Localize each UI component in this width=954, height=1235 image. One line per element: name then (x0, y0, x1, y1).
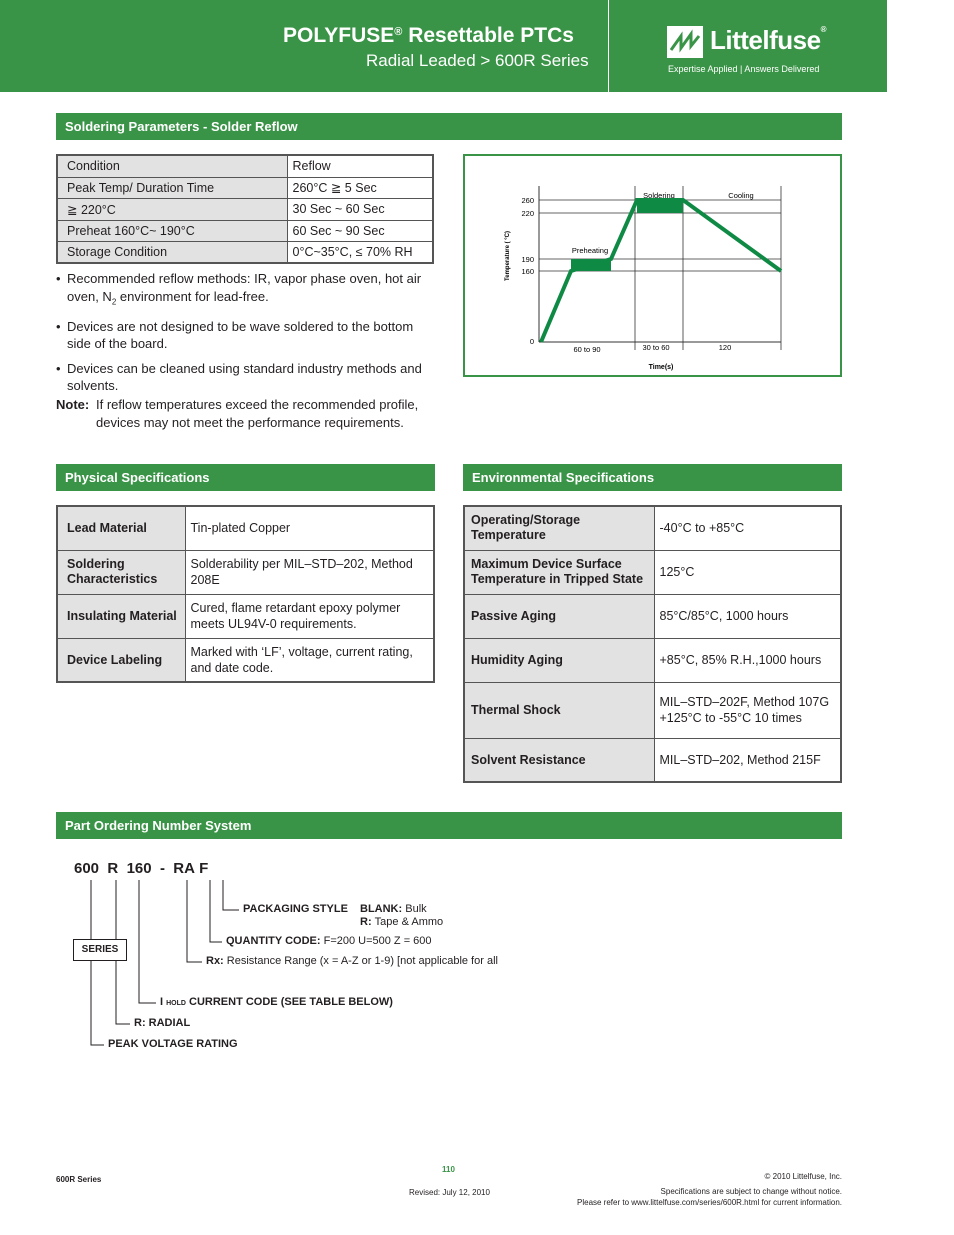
logo-tagline: Expertise Applied | Answers Delivered (668, 64, 820, 74)
resistance-range: Rx: Resistance Range (x = A-Z or 1-9) [not applicable for all (206, 955, 498, 967)
soldering-heading: Soldering Parameters - Solder Reflow (56, 113, 842, 140)
environmental-label: Passive Aging (464, 594, 654, 638)
bullet-item: • Devices are not designed to be wave soldered to the bottom side of the board. (56, 318, 414, 352)
environmental-value: 85°C/85°C, 1000 hours (654, 594, 841, 638)
page-subtitle: Radial Leaded > 600R Series (366, 51, 589, 70)
soldering-value: 260°C ≧ 5 Sec (287, 177, 433, 198)
physical-label: Soldering Characteristics (57, 550, 185, 594)
footer-refer: Please refer to www.littelfuse.com/series/600R.html for current information. (577, 1198, 842, 1207)
environmental-label: Humidity Aging (464, 638, 654, 682)
x-segment-label: 60 to 90 (573, 345, 601, 354)
y-axis-label: Temperature ( °C) (505, 231, 511, 281)
soldering-value: Reflow (287, 155, 433, 177)
physical-value: Marked with ‘LF’, voltage, current rating, and date code. (185, 638, 434, 682)
packaging-blank: BLANK: Bulk (360, 903, 427, 915)
littelfuse-logo-text: Littelfuse® (710, 25, 826, 55)
physical-value: Cured, flame retardant epoxy polymer meets UL94V-0 requirements. (185, 594, 434, 638)
physical-value: Solderability per MIL–STD–202, Method 208E (185, 550, 434, 594)
soldering-label: Peak Temp/ Duration Time (57, 177, 287, 198)
bullet-item: • Recommended reflow methods: IR, vapor phase oven, hot air oven, $N_2$ environment for lead-free. (56, 271, 422, 307)
note-text: If reflow temperatures exceed the recommended profile, devices may not meet the performance requirements. (96, 397, 419, 430)
soldering-value: 60 Sec ~ 90 Sec (287, 220, 433, 241)
y-tick-label: 0 (529, 337, 534, 346)
environmental-heading: Environmental Specifications (463, 464, 842, 491)
footer-copyright: © 2010 Littelfuse, Inc. (764, 1172, 842, 1181)
soldering-label: Storage Condition (57, 241, 287, 263)
page-title: POLYFUSE® Resettable PTCs (283, 24, 574, 47)
y-tick-label: 260 (521, 196, 534, 205)
page-number: 110 (442, 1165, 455, 1174)
environmental-label: Thermal Shock (464, 682, 654, 738)
ordering-heading: Part Ordering Number System (56, 812, 842, 839)
x-segment-label: 120 (718, 343, 732, 352)
y-tick-label: 160 (521, 267, 534, 276)
footer-spec-notice: Specifications are subject to change without notice. (660, 1187, 842, 1196)
zone-label: Preheating (571, 246, 609, 255)
zone-label: Soldering (643, 191, 675, 200)
packaging-style-label: PACKAGING STYLE (243, 903, 348, 915)
environmental-value: 125°C (654, 550, 841, 594)
physical-label: Lead Material (57, 506, 185, 550)
x-segment-label: 30 to 60 (642, 343, 670, 352)
footer-revised: Revised: July 12, 2010 (409, 1188, 490, 1197)
soldering-label: Preheat 160°C~ 190°C (57, 220, 287, 241)
part-number-code: 600 R 160 - RA F (74, 860, 209, 877)
environmental-value: MIL–STD–202, Method 215F (654, 738, 841, 782)
y-tick-label: 220 (521, 209, 534, 218)
environmental-label: Maximum Device Surface Temperature in Tripped State (464, 550, 654, 594)
soldering-label: ≧ 220°C (57, 198, 287, 220)
note-label: Note: (56, 397, 90, 412)
radial-label: R: RADIAL (134, 1017, 191, 1029)
physical-heading: Physical Specifications (56, 464, 435, 491)
environmental-label: Solvent Resistance (464, 738, 654, 782)
zone-label: Cooling (728, 191, 754, 200)
soldering-value: 30 Sec ~ 60 Sec (287, 198, 433, 220)
footer-series: 600R Series (56, 1175, 102, 1184)
soldering-label: Condition (57, 155, 287, 177)
bullet-item: • Devices can be cleaned using standard industry methods and solvents. (56, 360, 422, 394)
environmental-label: Operating/Storage Temperature (464, 506, 654, 550)
environmental-value: MIL–STD–202F, Method 107G +125°C to -55°C 10 times (654, 682, 841, 738)
y-tick-label: 190 (521, 255, 534, 264)
environmental-value: +85°C, 85% R.H.,1000 hours (654, 638, 841, 682)
environmental-value: -40°C to +85°C (654, 506, 841, 550)
series-box: SERIES (73, 939, 127, 961)
x-axis-label: Time(s) (648, 364, 674, 371)
peak-voltage-label: PEAK VOLTAGE RATING (108, 1038, 238, 1050)
physical-label: Device Labeling (57, 638, 185, 682)
packaging-tape: R: Tape & Ammo (360, 916, 444, 928)
soldering-value: 0°C~35°C, ≤ 70% RH (287, 241, 433, 263)
physical-value: Tin-plated Copper (185, 506, 434, 550)
quantity-code: QUANTITY CODE: F=200 U=500 Z = 600 (226, 935, 432, 947)
ihold-current-code: I HOLD CURRENT CODE (SEE TABLE BELOW) (160, 996, 393, 1008)
physical-label: Insulating Material (57, 594, 185, 638)
